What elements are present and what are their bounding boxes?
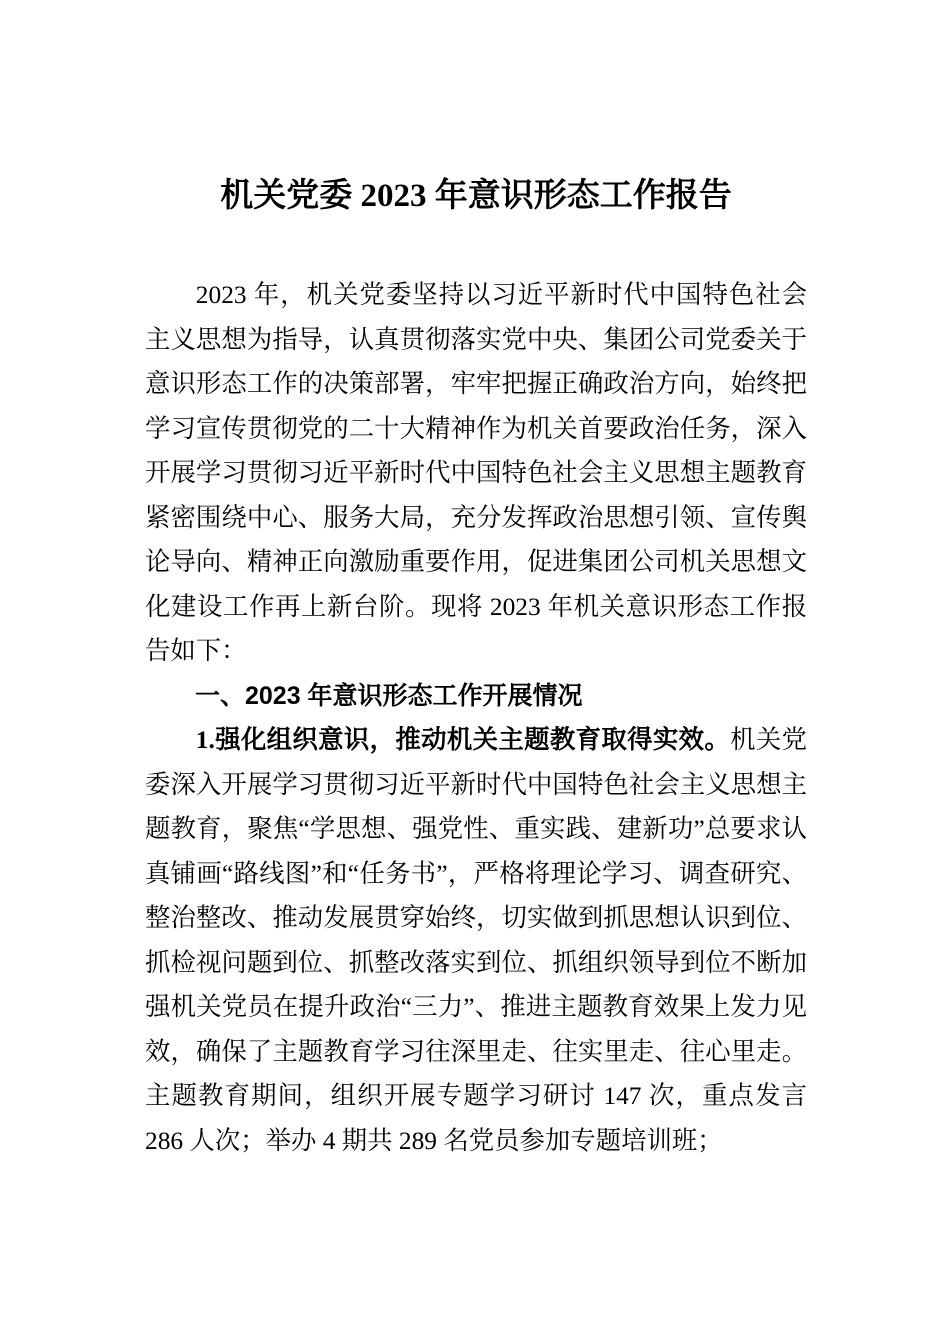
item-paragraph	[145, 718, 807, 1163]
item-body-text: 机关党委深入开展学习贯彻习近平新时代中国特色社会主义思想主题教育，聚焦“学思想、强党性、重实践、建新功”总要求认真铺画“路线图”和“任务书”，严格将理论学习、调查研究、整治整改、推动发展贯穿始终，切实做到抓思想认识到位、抓检视问题到位、抓整改落实到位、抓组织领导到位不断加强机关党员在提升政治“三力”、推进主题教育效果上发力见效，确保了主题教育学习往深里走、往实里走、往心里走。主题教育期间，组织开展专题学习研讨 147 次，重点发言 286 人次；举办 4 期共 289 名党员参加专题培训班；	[145, 726, 808, 1155]
intro-paragraph: 2023 年，机关党委坚持以习近平新时代中国特色社会主义思想为指导，认真贯彻落实党中央、集团公司党委关于意识形态工作的决策部署，牢牢把握正确政治方向，始终把学习宣传贯彻党的二十大精神作为机关首要政治任务，深入开展学习贯彻习近平新时代中国特色社会主义思想主题教育紧密围绕中心、服务大局，充分发挥政治思想引领、宣传舆论导向、精神正向激励重要作用，促进集团公司机关思想文化建设工作再上新台阶。现将 2023 年机关意识形态工作报告如下：	[145, 281, 807, 665]
item-lead-text: 1.强化组织意识，推动机关主题教育取得实效。	[195, 726, 731, 754]
section-heading: 一、2023 年意识形态工作开展情况	[195, 681, 583, 710]
document-title: 机关党委 2023 年意识形态工作报告	[220, 178, 732, 214]
